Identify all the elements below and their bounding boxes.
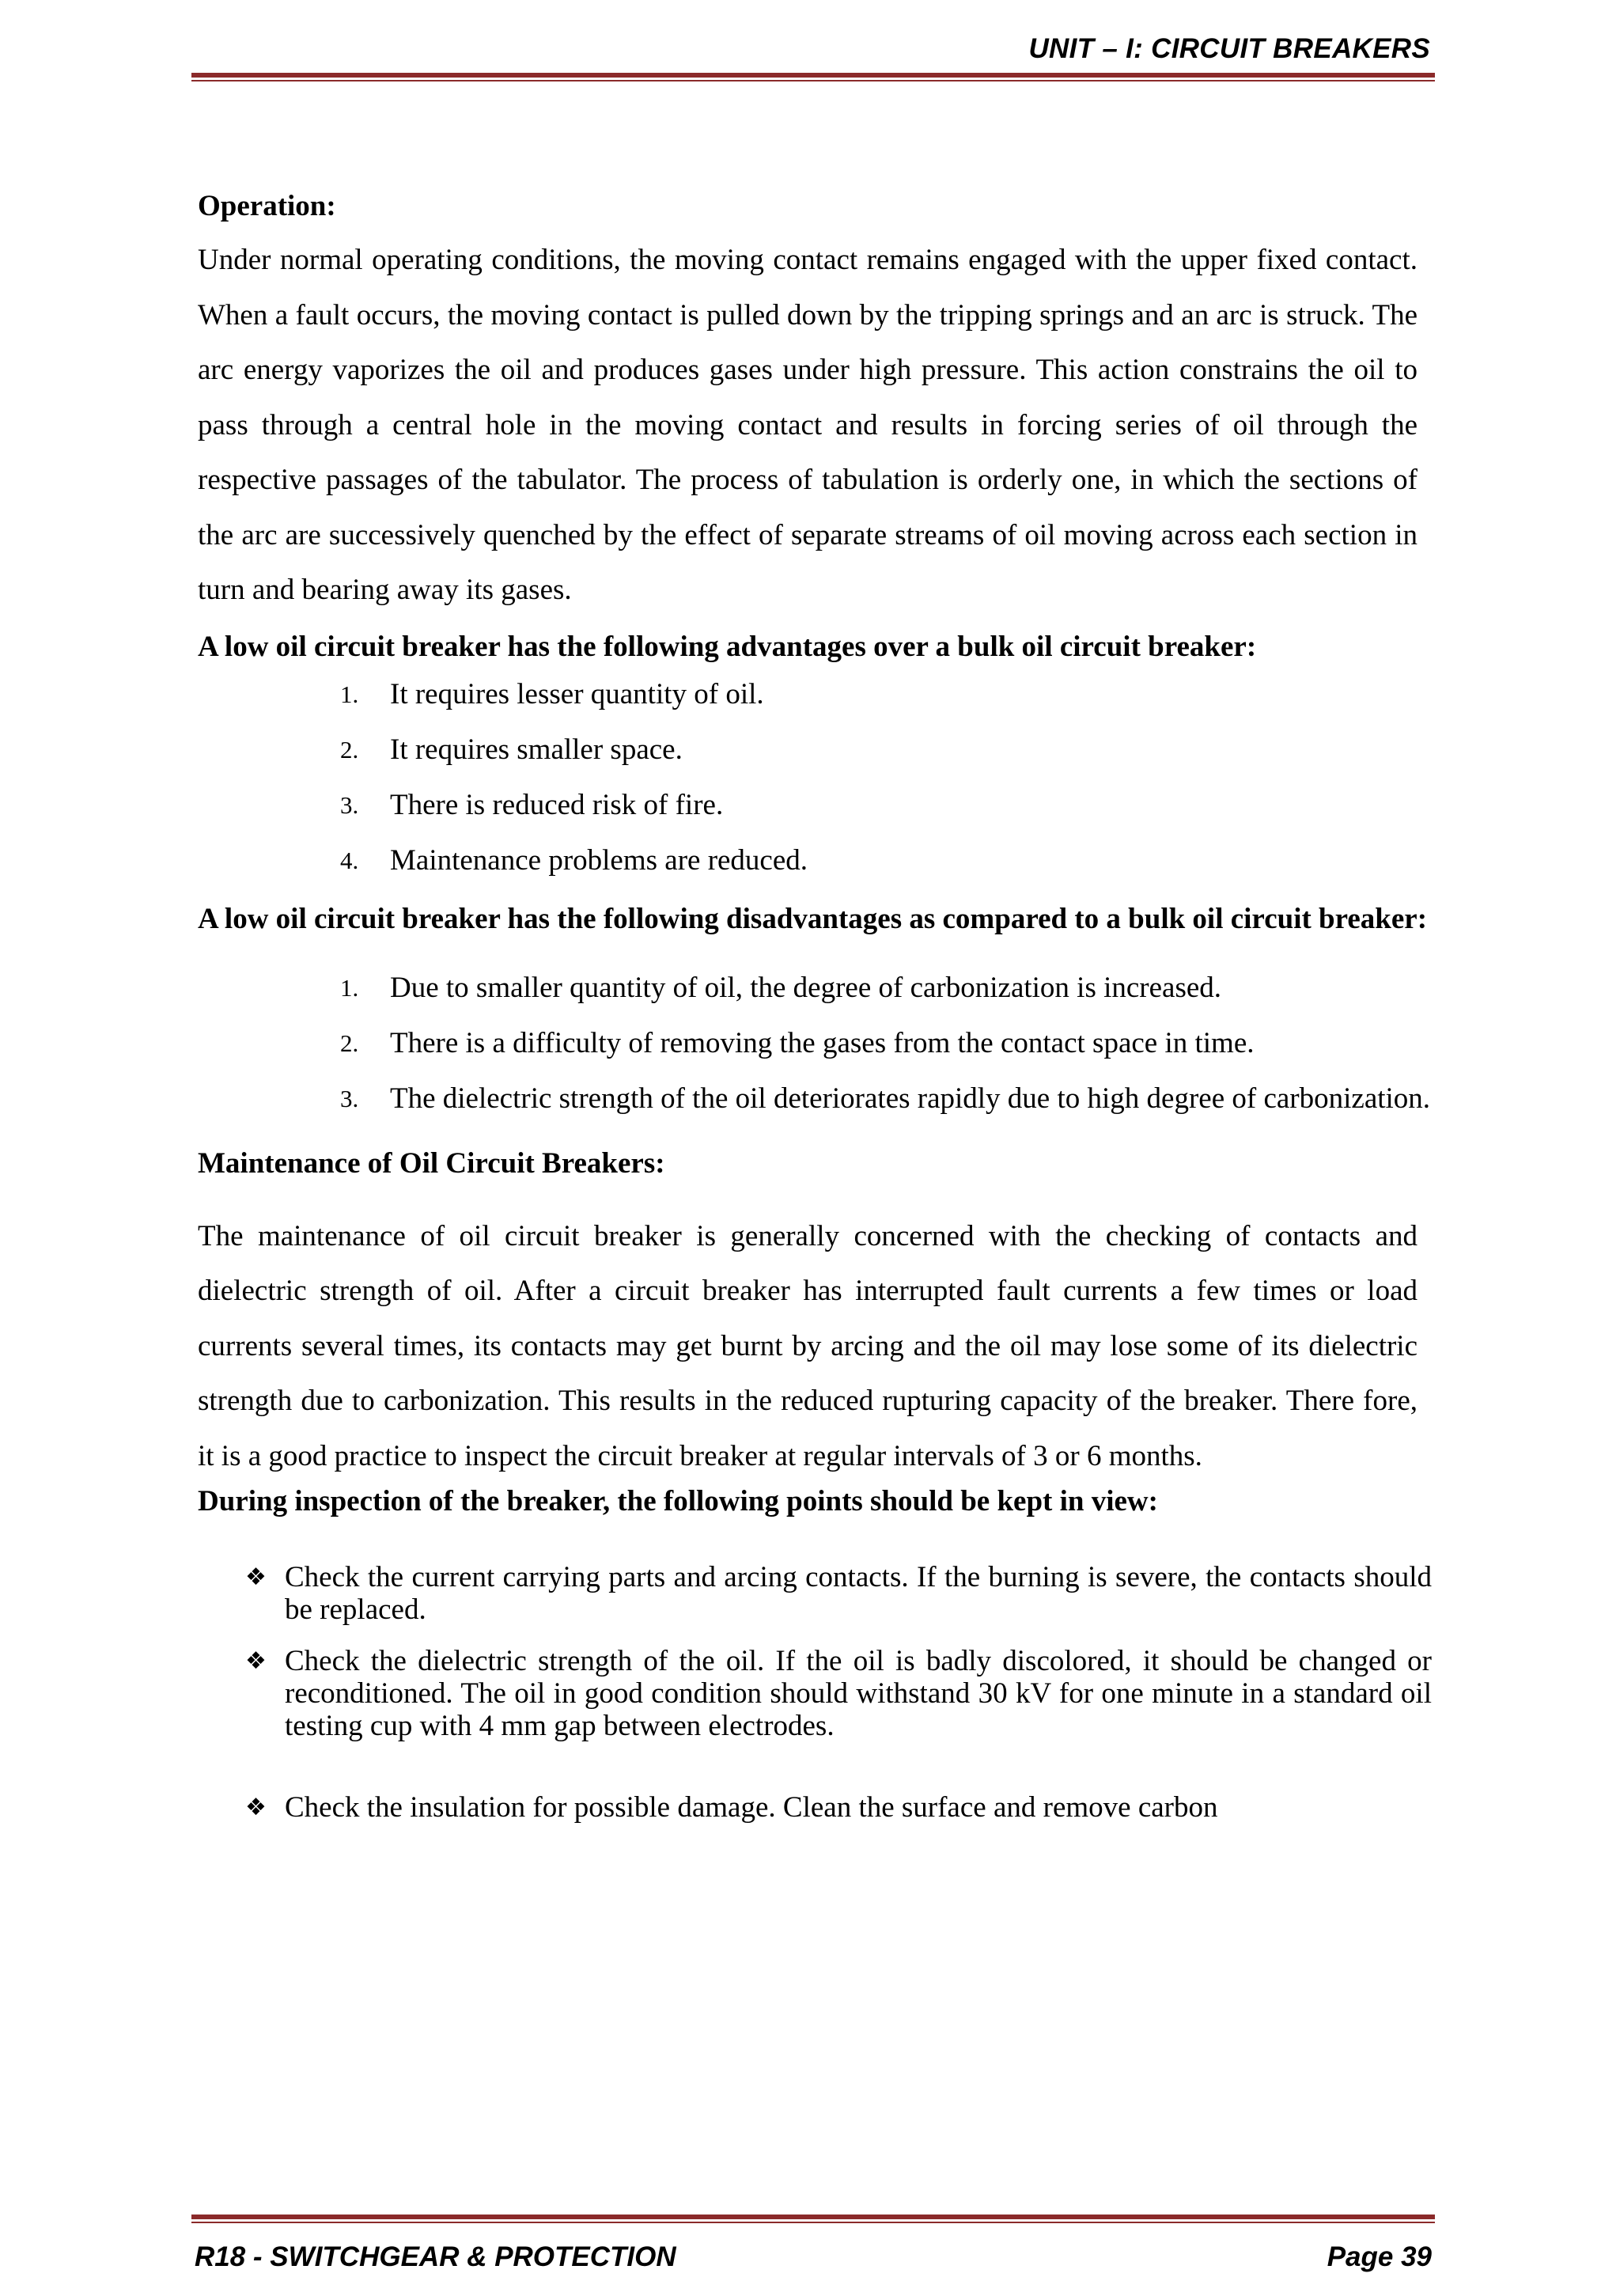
list-text: Check the dielectric strength of the oil. If the oil is badly discolored, it should be changed or reconditioned. The oil in good condition should withstand 30 kV for one minute in a standard oil testing cup with 4 mm gap between electrodes. (285, 1645, 1432, 1742)
header-rule (191, 73, 1435, 81)
maintenance-paragraph: The maintenance of oil circuit breaker is generally concerned with the checking of contacts and dielectric strength of oil. After a circuit breaker has interrupted fault currents a few times or load currents several times, its contacts may get burnt by arcing and the oil may lose some of its dielectric strength due to carbonization. This results in the reduced rupturing capacity of the breaker. There fore, it is a good practice to inspect the circuit breaker at regular intervals of 3 or 6 months. (198, 1219, 1418, 1472)
inspection-list (198, 1561, 1432, 1824)
list-item (198, 970, 1432, 1006)
list-text: There is a difficulty of removing the gases from the contact space in time. (390, 1026, 1255, 1059)
footer-page-number: Page 39 (1327, 2241, 1432, 2272)
diamond-bullet-icon: ❖ (245, 1647, 267, 1675)
operation-heading: Operation: (198, 190, 336, 222)
list-item (198, 843, 1432, 879)
list-item (198, 1025, 1432, 1062)
list-item (198, 1791, 1418, 1824)
page-content (198, 188, 1432, 1824)
list-text: It requires smaller space. (390, 733, 683, 766)
list-item (198, 787, 1432, 824)
footer-rule (191, 2215, 1435, 2223)
list-item (198, 676, 1432, 713)
operation-paragraph: Under normal operating conditions, the moving contact remains engaged with the upper fixed contact. When a fault occurs, the moving contact is pulled down by the tripping springs and an arc is struck. The arc energy vaporizes the oil and produces gases under high pressure. This action constrains the oil to pass through a central hole in the moving contact and results in forcing series of oil through the respective passages of the tabulator. The process of tabulation is orderly one, in which the sections of the arc are successively quenched by the effect of separate streams of oil moving across each section in turn and bearing away its gases. (198, 244, 1418, 606)
list-number: 2. (340, 735, 359, 763)
list-text: It requires lesser quantity of oil. (390, 677, 764, 710)
list-text: Check the insulation for possible damage. Clean the surface and remove carbon (285, 1791, 1218, 1824)
list-text: There is reduced risk of fire. (390, 788, 724, 821)
footer-course-title: R18 - SWITCHGEAR & PROTECTION (195, 2241, 676, 2272)
maintenance-heading: Maintenance of Oil Circuit Breakers: (198, 1146, 665, 1180)
list-number: 1. (340, 680, 359, 708)
disadvantages-list (198, 970, 1432, 1117)
diamond-bullet-icon: ❖ (245, 1794, 267, 1821)
list-item (198, 1081, 1432, 1117)
list-item (198, 732, 1432, 768)
list-number: 2. (340, 1029, 359, 1057)
list-number: 4. (340, 846, 359, 874)
list-text: Maintenance problems are reduced. (390, 843, 808, 877)
page-header-title: UNIT – I: CIRCUIT BREAKERS (1028, 33, 1430, 64)
diamond-bullet-icon: ❖ (245, 1563, 267, 1591)
disadvantages-heading: A low oil circuit breaker has the following disadvantages as compared to a bulk oil circuit breaker: (198, 902, 1428, 935)
advantages-heading: A low oil circuit breaker has the following advantages over a bulk oil circuit breaker: (198, 630, 1257, 663)
list-text: Due to smaller quantity of oil, the degree of carbonization is increased. (390, 971, 1222, 1004)
list-item (198, 1561, 1432, 1626)
list-number: 3. (340, 790, 359, 819)
list-text: The dielectric strength of the oil deteriorates rapidly due to high degree of carbonization. (390, 1082, 1431, 1115)
list-item (198, 1645, 1432, 1742)
advantages-list (198, 676, 1432, 879)
list-number: 3. (340, 1084, 359, 1112)
list-number: 1. (340, 973, 359, 1002)
inspection-heading: During inspection of the breaker, the following points should be kept in view: (198, 1485, 1158, 1517)
list-text: Check the current carrying parts and arcing contacts. If the burning is severe, the contacts should be replaced. (285, 1561, 1432, 1626)
